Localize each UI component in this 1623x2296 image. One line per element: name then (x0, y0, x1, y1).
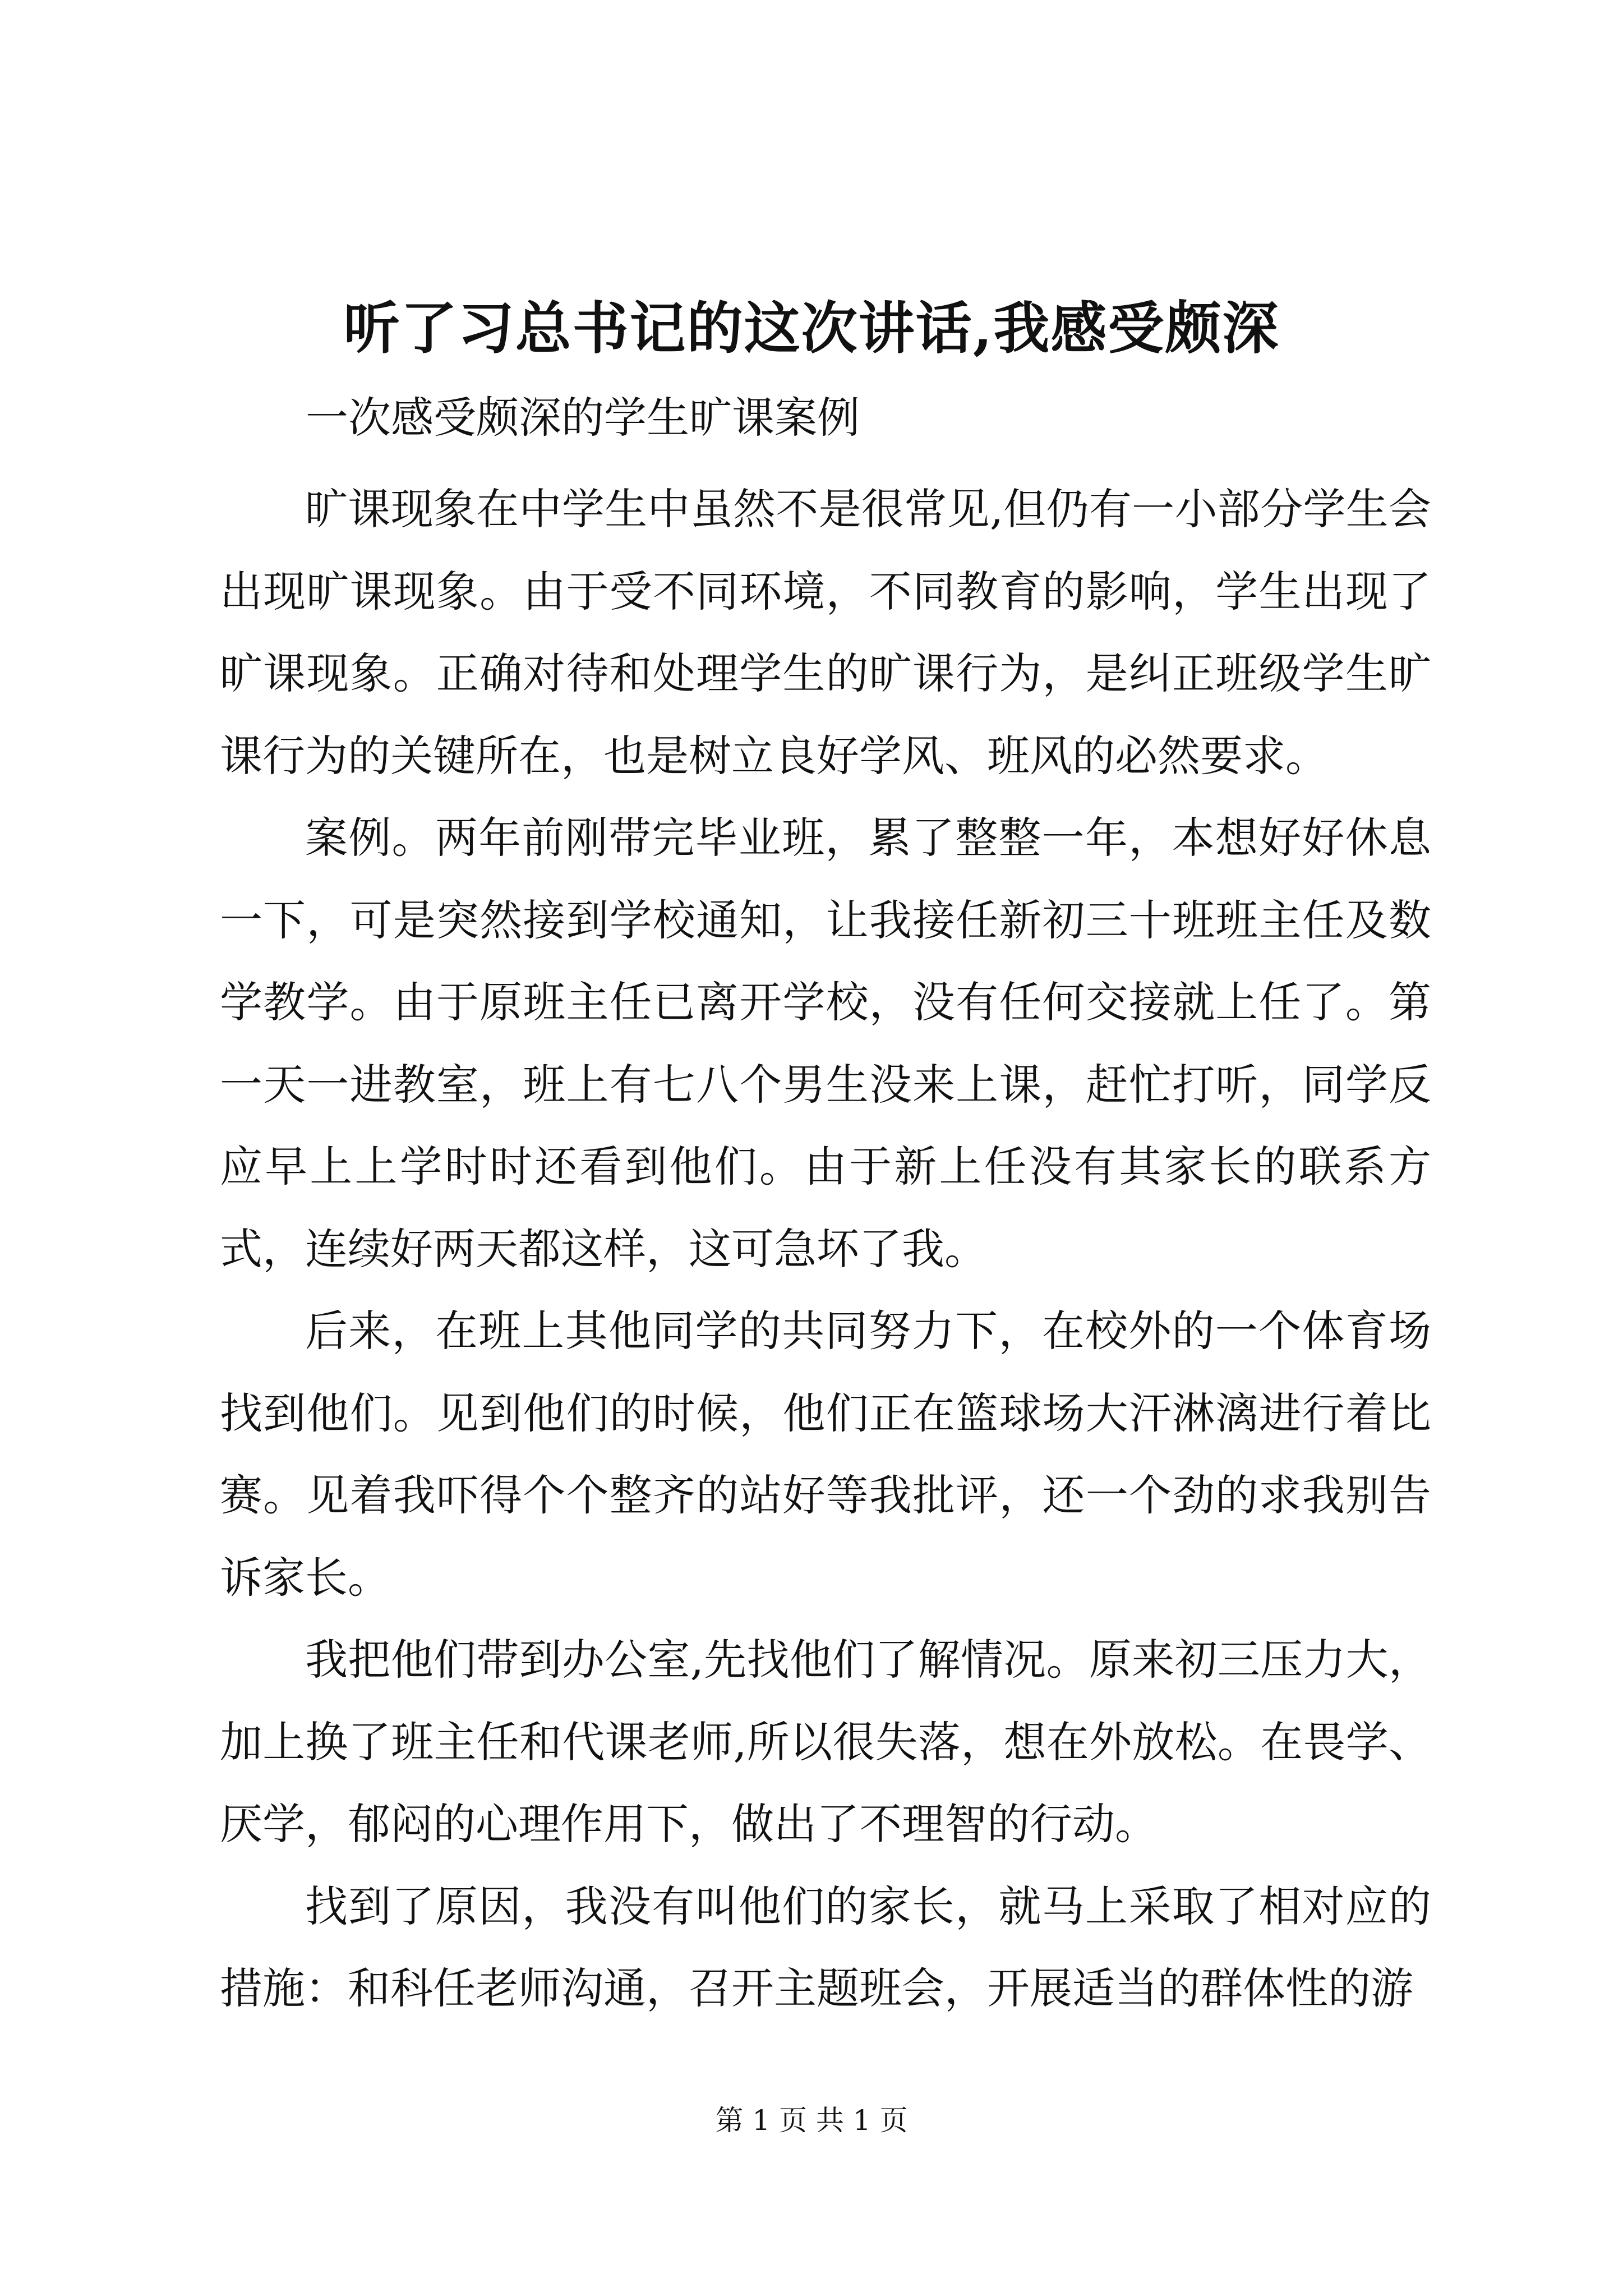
page-number-footer: 第 1 页 共 1 页 (715, 2104, 908, 2137)
body-text (220, 468, 1431, 2030)
paragraph: 案例。两年前刚带完毕业班，累了整整一年，本想好好休息一下，可是突然接到学校通知，让我接任新初三十班班主任及数学教学。由于原班主任已离开学校，没有任何交接就上任了。第一天一进教室，班上有七八个男生没来上课，赶忙打听，同学反应早上上学时时还看到他们。由于新上任没有其家长的联系方式，连续好两天都这样，这可急坏了我。 (220, 813, 1431, 1274)
paragraph: 后来，在班上其他同学的共同努力下，在校外的一个体育场找到他们。见到他们的时候，他们正在篮球场大汗淋漓进行着比赛。见着我吓得个个整齐的站好等我批评，还一个劲的求我别告诉家长。 (220, 1306, 1431, 1603)
subtitle: 一次感受颇深的学生旷课案例 (306, 393, 860, 443)
page-title: 听了习总书记的这次讲话,我感受颇深 (343, 295, 1280, 361)
paragraph: 我把他们带到办公室,先找他们了解情况。原来初三压力大，加上换了班主任和代课老师,所以很失落，想在外放松。在畏学、厌学，郁闷的心理作用下，做出了不理智的行动。 (220, 1635, 1431, 1849)
paragraph: 旷课现象在中学生中虽然不是很常见,但仍有一小部分学生会出现旷课现象。由于受不同环境，不同教育的影响，学生出现了旷课现象。正确对待和处理学生的旷课行为，是纠正班级学生旷课行为的关键所在，也是树立良好学风、班风的必然要求。 (220, 484, 1431, 781)
paragraph: 找到了原因，我没有叫他们的家长，就马上采取了相对应的措施：和科任老师沟通，召开主题班会，开展适当的群体性的游 (220, 1881, 1431, 2013)
